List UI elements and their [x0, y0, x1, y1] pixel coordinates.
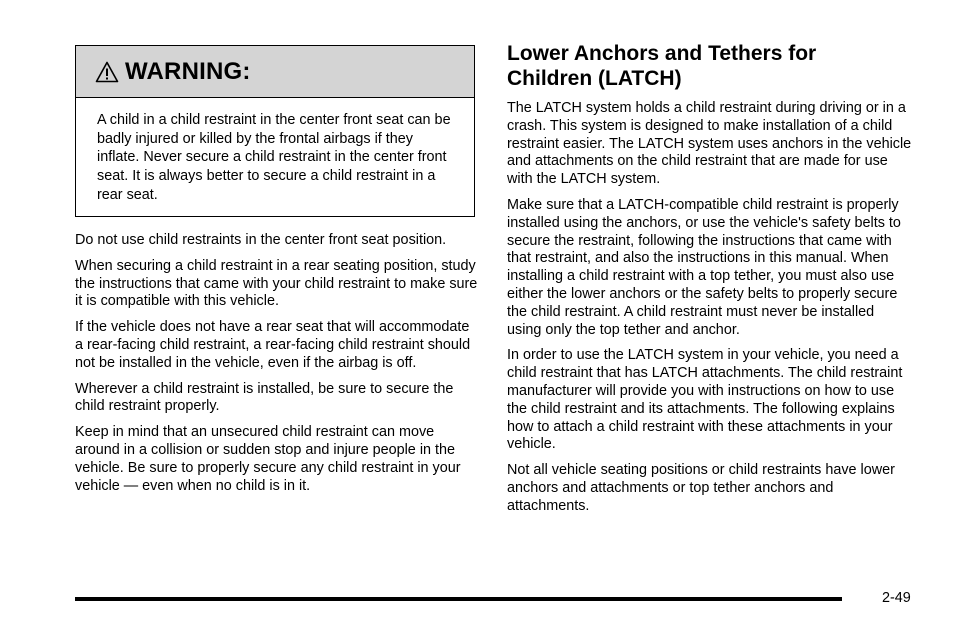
paragraph: When securing a child restraint in a rear seating position, study the instructions that came with your child restraint to make sure it is compatible with this vehicle.: [75, 257, 478, 310]
left-column: [75, 232, 479, 503]
paragraph: Wherever a child restraint is installed, be sure to secure the child restraint properly.: [75, 380, 454, 415]
right-column: [507, 100, 912, 524]
warning-box: [75, 45, 475, 217]
page-number: 2-49: [882, 590, 911, 606]
warning-triangle-icon: [95, 61, 119, 83]
paragraph: Do not use child restraints in the center front seat position.: [75, 232, 447, 248]
section-heading: Lower Anchors and Tethers for Children (LATCH): [507, 42, 817, 90]
paragraph: The LATCH system holds a child restraint during driving or in a crash. This system is designed to make installation of a child restraint easier. The LATCH system uses anchors in the vehicle and attachments on the child restraint that are made for use with the LATCH system.: [507, 100, 912, 188]
warning-title: WARNING:: [125, 57, 251, 85]
paragraph: In order to use the LATCH system in your vehicle, you need a child restraint that has LATCH attachments. The child restraint manufacturer will provide you with instructions on how to use the child restraint and its attachments. The following explains how to attach a child restraint with these attachments in your vehicle.: [507, 347, 903, 453]
paragraph: Not all vehicle seating positions or child restraints have lower anchors and attachments or top tether anchors and attachments.: [507, 462, 895, 514]
warning-body: A child in a child restraint in the center front seat can be badly injured or killed by the frontal airbags if they inflate. Never secure a child restraint in the center front seat. It is always better to secure a child restraint in a rear seat.: [97, 112, 451, 203]
footer-rule: [75, 597, 842, 601]
paragraph: Keep in mind that an unsecured child restraint can move around in a collision or sudden stop and injure people in the vehicle. Be sure to properly secure any child restraint in your vehicle — even when no child is in it.: [75, 424, 461, 494]
paragraph: Make sure that a LATCH-compatible child restraint is properly installed using the anchors, or use the vehicle's safety belts to secure the restraint, following the instructions that came with that restraint, and also the instructions in this manual. When installing a child restraint with a top tether, you must also use either the lower anchors or the safety belts to properly secure the child restraint. A child restraint must never be installed using only the top tether and anchor.: [507, 196, 901, 338]
paragraph: If the vehicle does not have a rear seat that will accommodate a rear-facing child restraint, a rear-facing child restraint should not be installed in the vehicle, even if the airbag is off.: [75, 319, 471, 371]
warning-header: [76, 46, 474, 98]
